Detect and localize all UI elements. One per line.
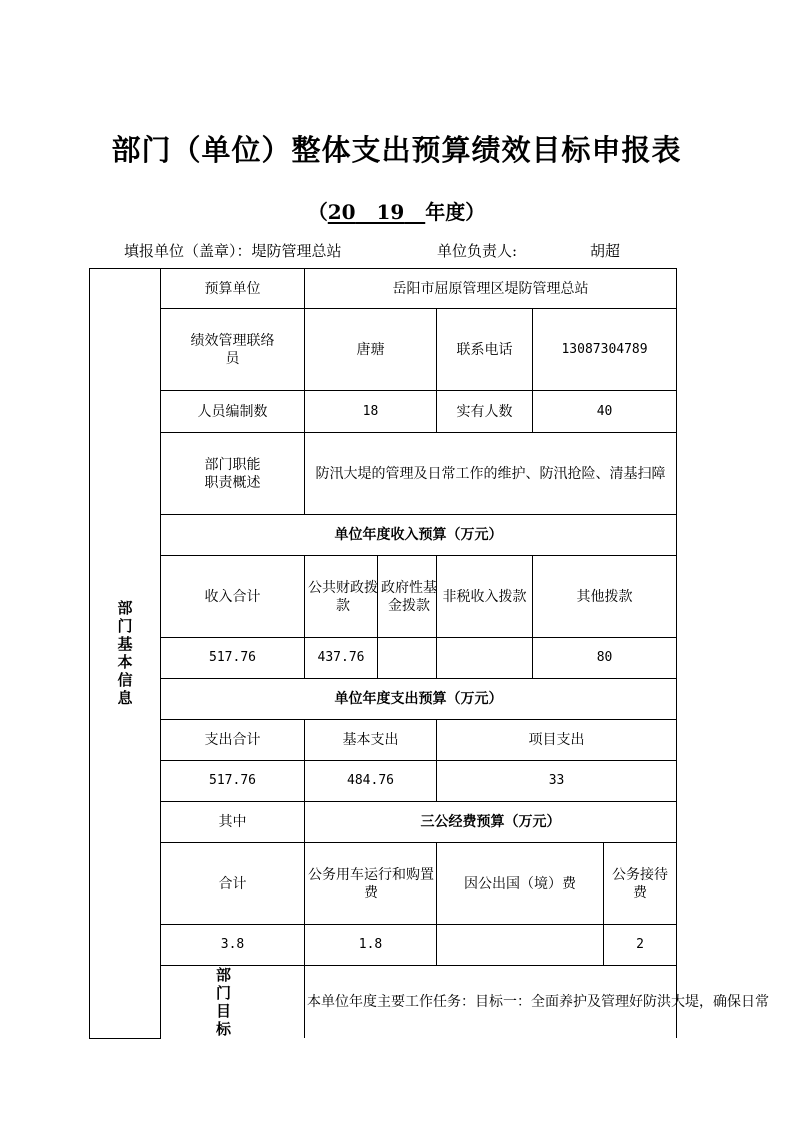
three-public-header-reception: [604, 843, 677, 925]
goal-side-label: [161, 966, 305, 1039]
year-digits: 19: [376, 200, 405, 224]
filing-unit-label: 填报单位（盖章）：: [124, 242, 252, 260]
three-public-value-total: 3.8: [161, 925, 305, 966]
income-value-other: 80: [533, 638, 677, 679]
year-century: 20: [327, 200, 356, 224]
duties-label-text: 部门职能职责概述: [204, 456, 261, 491]
budget-form-table: [89, 268, 769, 1039]
responsible-label: 单位负责人:: [437, 242, 518, 260]
section-side-cell: [90, 269, 161, 1039]
year-suffix: 年度: [425, 200, 466, 224]
phone-value: 13087304789: [533, 309, 677, 391]
filing-unit-value: 堤防管理总站: [251, 242, 342, 260]
income-header-other: 其他拨款: [533, 556, 677, 638]
row-income-headers: [90, 556, 677, 638]
row-budget-unit: [90, 269, 677, 309]
section-side-label: 部门基本信息: [117, 598, 133, 707]
budget-unit-value: 岳阳市屈原管理区堤防管理总站: [305, 269, 677, 309]
budget-unit-label: 预算单位: [161, 269, 305, 309]
row-three-public-title: [90, 802, 677, 843]
three-public-header-abroad: 因公出国（境）费: [437, 843, 604, 925]
form-year: [0, 196, 793, 225]
goal-text: 本单位年度主要工作任务：目标一：全面养护及管理好防洪大堤，确保日常: [305, 966, 677, 1039]
row-three-public-values: [90, 925, 677, 966]
row-expense-headers: [90, 720, 677, 761]
row-contact: [90, 309, 677, 391]
year-underlined: [328, 200, 425, 224]
three-public-header-total: 合计: [161, 843, 305, 925]
goal-side-label-text: 部门目标: [215, 966, 249, 1038]
row-income-title: [90, 515, 677, 556]
contact-label: [161, 309, 305, 391]
of-which-label: 其中: [161, 802, 305, 843]
three-public-header-car: [305, 843, 437, 925]
duties-value: 防汛大堤的管理及日常工作的维护、防汛抢险、清基扫障: [305, 433, 677, 515]
three-public-header-reception-text: 公务接待费: [612, 866, 669, 901]
income-value-fund: [378, 638, 437, 679]
phone-label: 联系电话: [437, 309, 533, 391]
expense-value-basic: 484.76: [305, 761, 437, 802]
year-open: （: [307, 200, 328, 224]
contact-label-text: 绩效管理联络员: [190, 332, 275, 367]
expense-value-total: 517.76: [161, 761, 305, 802]
expense-header-basic: 基本支出: [305, 720, 437, 761]
year-close: ）: [465, 200, 486, 224]
duties-label: [161, 433, 305, 515]
actual-staff-value: 40: [533, 391, 677, 433]
form-title: 部门（单位）整体支出预算绩效目标申报表: [111, 133, 682, 167]
row-income-values: [90, 638, 677, 679]
three-public-header-car-text: 公务用车运行和购置费: [308, 866, 434, 901]
expense-header-total: 支出合计: [161, 720, 305, 761]
expense-header-project: 项目支出: [437, 720, 677, 761]
filing-unit: [124, 240, 342, 261]
staff-quota-value: 18: [305, 391, 437, 433]
income-header-public: [305, 556, 378, 638]
income-header-public-text: 公共财政拨款: [308, 579, 378, 614]
row-staff: [90, 391, 677, 433]
staff-quota-label: 人员编制数: [161, 391, 305, 433]
responsible-value: 胡超: [590, 242, 621, 260]
row-goal: [90, 966, 677, 1039]
income-title: 单位年度收入预算（万元）: [161, 515, 677, 556]
row-expense-values: [90, 761, 677, 802]
expense-title: 单位年度支出预算（万元）: [161, 679, 677, 720]
income-value-total: 517.76: [161, 638, 305, 679]
income-header-fund: [378, 556, 437, 638]
income-value-public: 437.76: [305, 638, 378, 679]
income-header-fund-text: 政府性基金拨款: [381, 579, 437, 614]
contact-value: 唐瑭: [305, 309, 437, 391]
expense-value-project: 33: [437, 761, 677, 802]
three-public-title: 三公经费预算（万元）: [305, 802, 677, 843]
three-public-value-abroad: [437, 925, 604, 966]
row-expense-title: [90, 679, 677, 720]
income-header-nontax: 非税收入拨款: [437, 556, 533, 638]
row-duties: [90, 433, 677, 515]
three-public-value-reception: 2: [604, 925, 677, 966]
row-three-public-headers: [90, 843, 677, 925]
actual-staff-label: 实有人数: [437, 391, 533, 433]
income-value-nontax: [437, 638, 533, 679]
three-public-value-car: 1.8: [305, 925, 437, 966]
income-header-total: 收入合计: [161, 556, 305, 638]
